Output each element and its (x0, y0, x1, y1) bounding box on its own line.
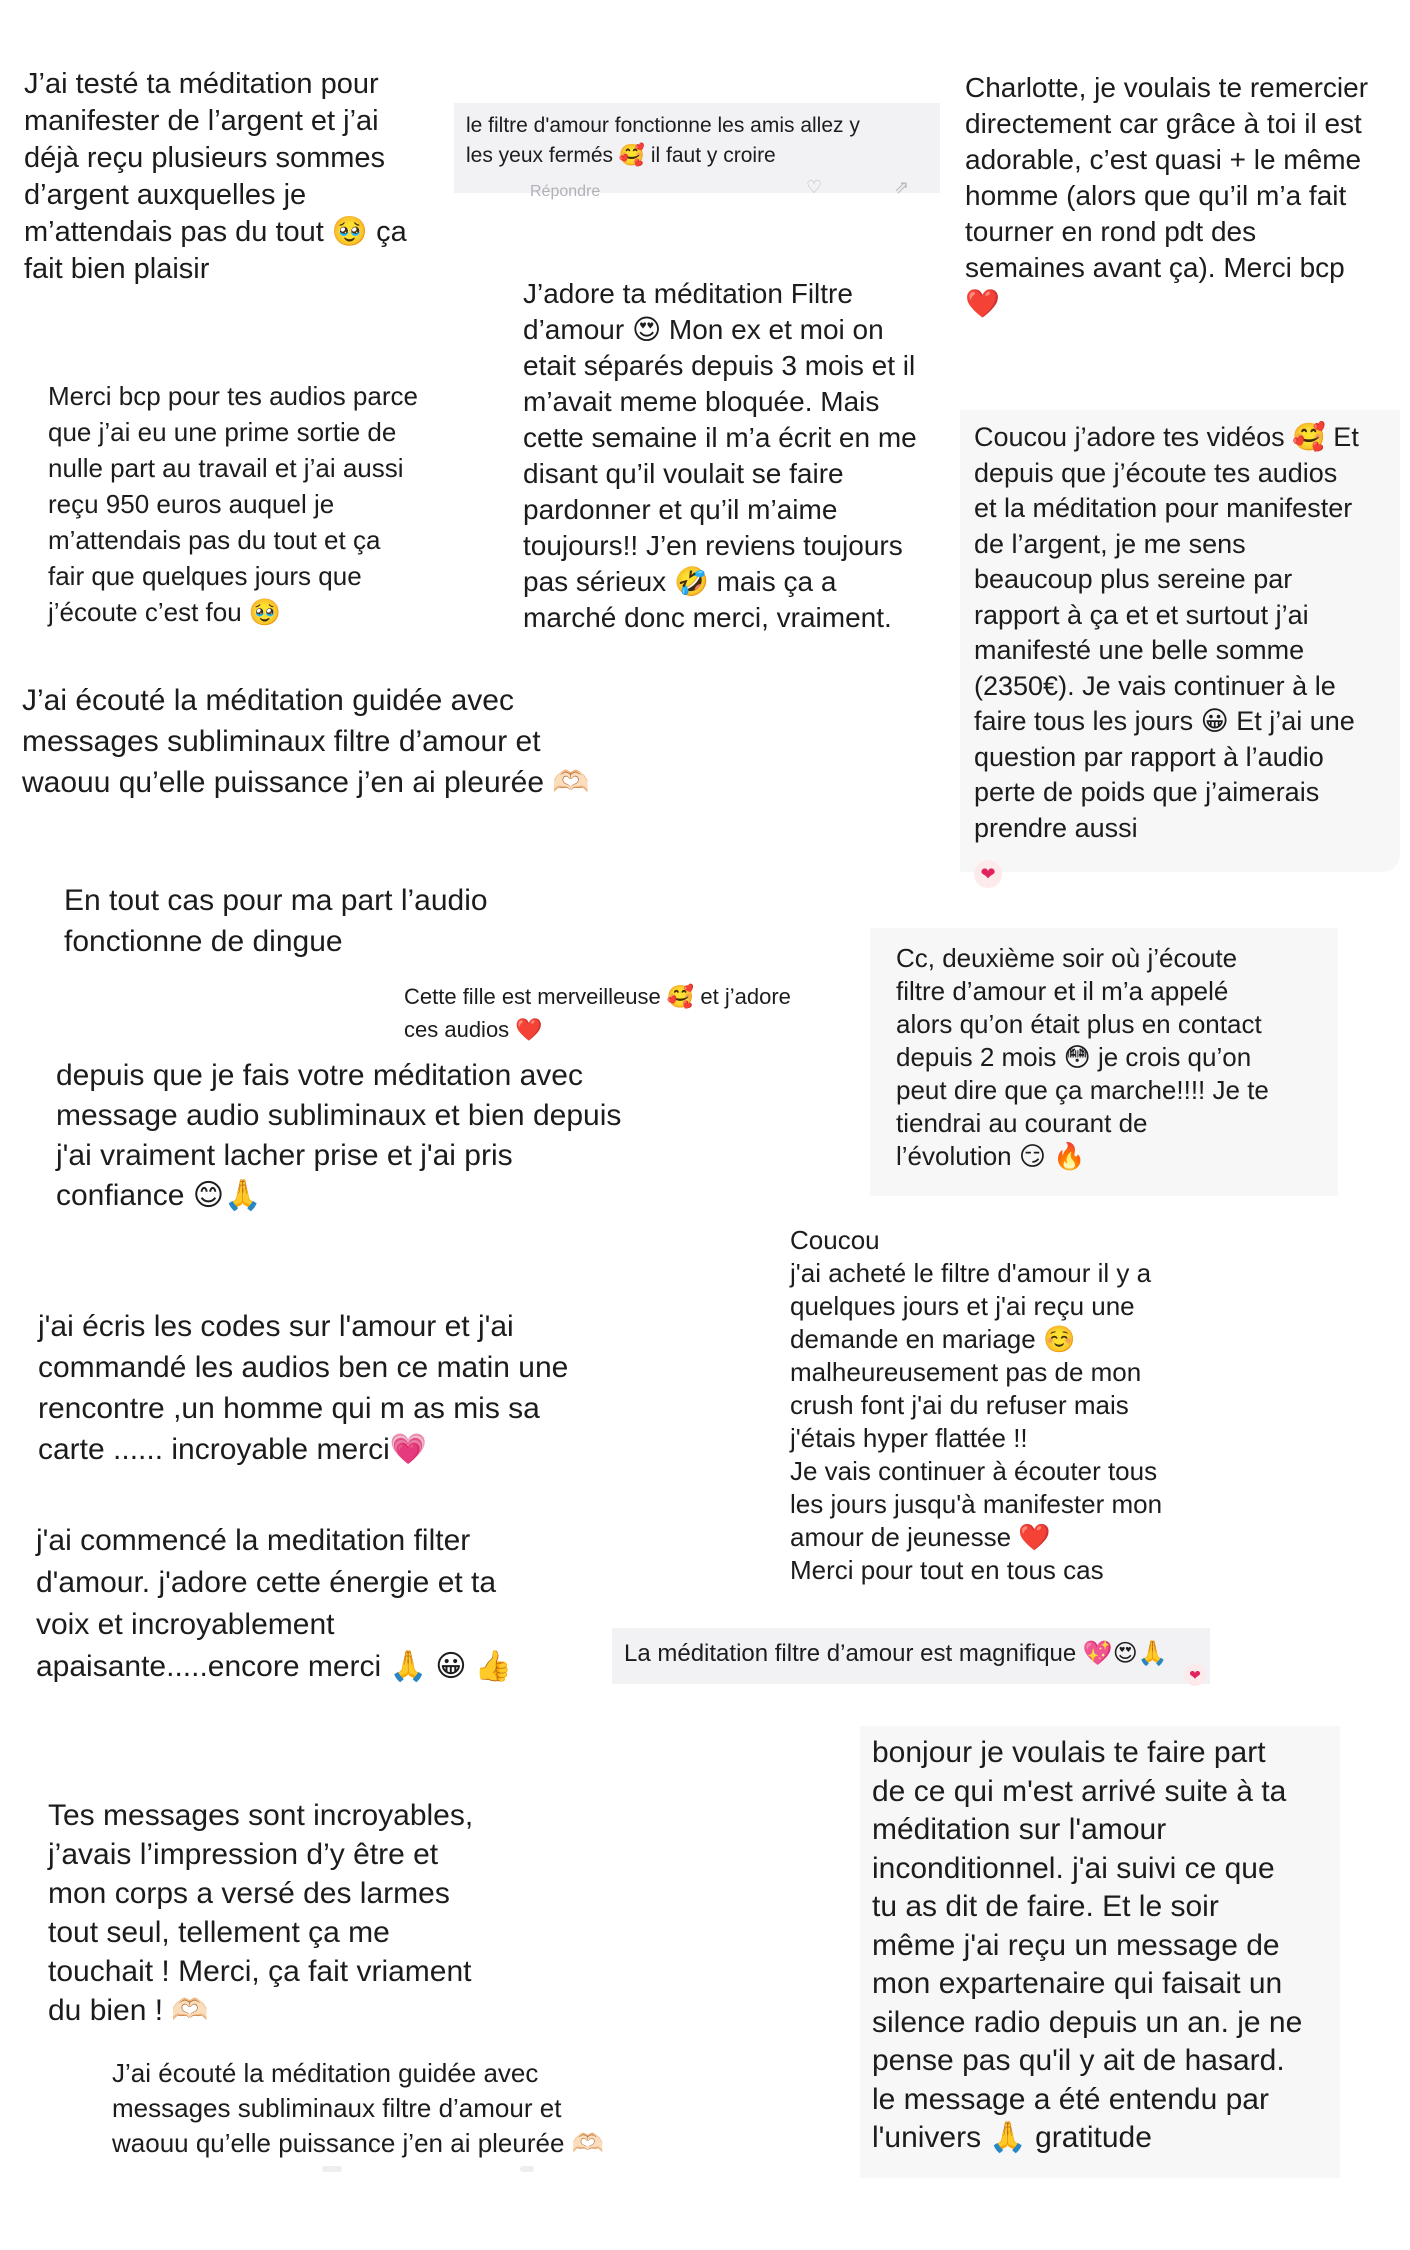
divider (520, 2166, 534, 2172)
heart-outline-icon[interactable]: ♡ (806, 177, 823, 197)
testimonial-text: J’adore ta méditation Filtre d’amour 😍 Mon ex et moi on etait séparés depuis 3 mois et il m’avait meme bloquée. Mais cette semaine il m’a écrit en me disant qu’il voulait se faire pardonner et qu’il m’aime toujours!! J’en reviens toujours pas sérieux 🤣 mais ça a marché donc merci, vraiment. (523, 278, 917, 633)
testimonial-card-amour-inconditionnel (860, 1726, 1340, 2178)
testimonial-text: depuis que je fais votre méditation avec message audio subliminaux et bien depuis j'ai vraiment lacher prise et j'ai pris confiance 😊🙏 (56, 1059, 622, 1212)
testimonial-card-deuxieme-soir (870, 928, 1338, 1196)
testimonial-card-prime-travail (40, 372, 500, 642)
testimonial-card-filtre-amour-comment (454, 103, 940, 200)
testimonial-card-money-meditation (14, 60, 454, 310)
heart-icon[interactable]: ❤ (1184, 1664, 1206, 1686)
testimonial-card-ex-bloquee (515, 276, 960, 656)
testimonial-text: J’ai écouté la méditation guidée avec messages subliminaux filtre d’amour et waouu qu’elle puissance j’en ai pleurée 🫶🏻 (22, 684, 590, 799)
testimonial-text: Merci bcp pour tes audios parce que j’ai eu une prime sortie de nulle part au travail et j’ai aussi reçu 950 euros auquel je m’attendais pas du tout et ça fair que quelques jours que j’écoute c’est fou 🥹 (48, 381, 418, 627)
testimonial-text: le filtre d'amour fonctionne les amis allez y les yeux fermés 🥰 il faut y croire (466, 114, 860, 167)
testimonial-card-charlotte (960, 70, 1400, 330)
heart-icon[interactable]: ❤ (974, 860, 1002, 888)
testimonial-card-lacher-prise (40, 1056, 680, 1226)
testimonial-text: Coucou j'ai acheté le filtre d'amour il y a quelques jours et j'ai reçu une demande en mariage ☺️ malheureusement pas de mon crush font j'ai du refuser mais j'étais hyper flattée !! Je vais continuer à écouter tous les jours jusqu'à manifester mon amour de jeunesse ❤️ Merci pour tout en tous cas (790, 1225, 1163, 1585)
testimonial-text: j'ai commencé la meditation filter d'amour. j'adore cette énergie et ta voix et incroyablement apaisante.....encore merci 🙏 😀 👍 (36, 1524, 513, 1683)
divider (322, 2166, 342, 2172)
testimonial-card-magnifique (612, 1628, 1210, 1684)
testimonial-text: j'ai écris les codes sur l'amour et j'ai commandé les audios ben ce matin une rencontre ,un homme qui m as mis sa carte ...... incroyable merci💗 (38, 1310, 569, 1466)
testimonial-card-larmes (40, 1796, 560, 2056)
testimonial-text: Cc, deuxième soir où j’écoute filtre d’amour et il m’a appelé alors qu’on était plus en contact depuis 2 mois 😳 je crois qu’on peut dire que ça marche!!!! Je te tiendrai au courant de l’évolution 😏 🔥 (896, 943, 1269, 1171)
testimonial-card-demande-mariage (780, 1224, 1230, 1594)
testimonial-text: J’ai testé ta méditation pour manifester de l’argent et j’ai déjà reçu plusieurs sommes d’argent auxquelles je m’attendais pas du tout 🥹 ça fait bien plaisir (24, 68, 407, 285)
testimonial-text: Coucou j’adore tes vidéos 🥰 Et depuis que j’écoute tes audios et la méditation pour manifester de l’argent, je me sens beaucoup plus sereine par rapport à ça et et surtout j’ai manifesté une belle somme (2350€). Je vais continuer à le faire tous les jours 😀 Et j’ai une question par rapport à l’audio perte de poids que j’aimerais prendre aussi (974, 422, 1359, 843)
testimonial-text: En tout cas pour ma part l’audio fonctionne de dingue (64, 884, 488, 958)
testimonial-card-audio-dingue (50, 880, 570, 970)
testimonial-card-codes-amour (30, 1300, 680, 1470)
testimonial-card-meditation-guidee (14, 680, 654, 810)
testimonial-card-2350-euros (960, 410, 1400, 884)
testimonial-text: Tes messages sont incroyables, j’avais l’impression d’y être et mon corps a versé des larmes tout seul, tellement ça me touchait ! Merci, ça fait vriament du bien ! 🫶🏻 (48, 1799, 474, 2027)
testimonial-card-fille-merveilleuse (398, 976, 868, 1048)
testimonial-text: bonjour je voulais te faire part de ce qui m'est arrivé suite à ta méditation sur l'amour inconditionnel. j'ai suivi ce que tu as dit de faire. Et le soir même j'ai reçu un message de mon expartenaire qui faisait un silence radio depuis un an. je ne pense pas qu'il y ait de hasard. le message a été entendu par l'univers 🙏 gratitude (872, 1736, 1303, 2154)
testimonial-card-energie-voix (28, 1520, 638, 1720)
testimonial-card-meditation-guidee-small (100, 2050, 660, 2180)
testimonial-text: J’ai écouté la méditation guidée avec messages subliminaux filtre d’amour et waouu qu’elle puissance j’en ai pleurée 🫶🏻 (112, 2058, 605, 2158)
testimonial-text: Charlotte, je voulais te remercier directement car grâce à toi il est adorable, c’est quasi + le même homme (alors que qu’il m’a fait tourner en rond pdt des semaines avant ça). Merci bcp ❤️ (965, 72, 1369, 319)
share-icon[interactable]: ⇗ (894, 177, 910, 197)
testimonial-text: Cette fille est merveilleuse 🥰 et j’adore ces audios ❤️ (404, 984, 791, 1042)
testimonial-text: La méditation filtre d’amour est magnifique 💖😍🙏 (624, 1640, 1168, 1667)
reply-link[interactable]: Répondre (530, 183, 601, 200)
